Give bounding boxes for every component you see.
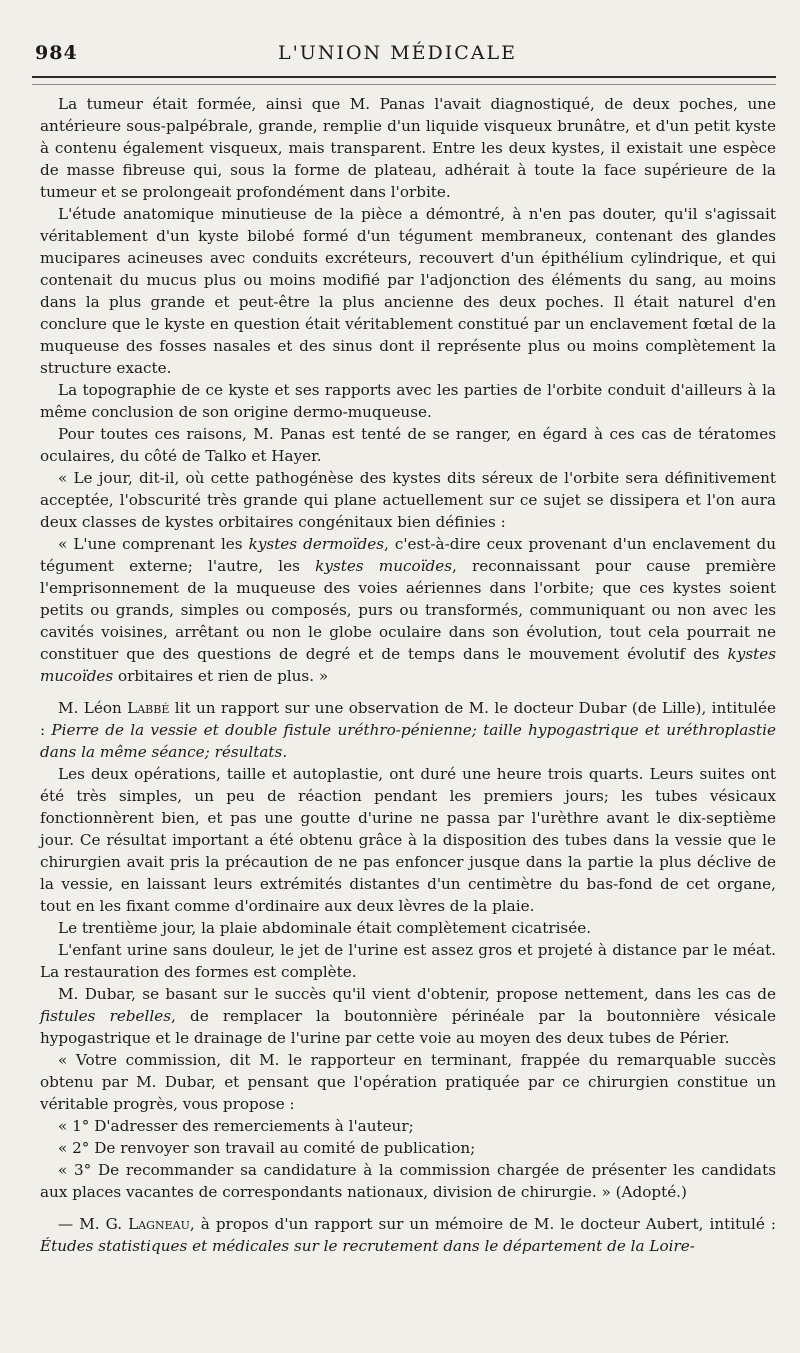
list-item: « 3° De recommander sa candidature à la commission chargée de présenter les candidats aux places vacantes de correspondants nationaux, division de chirurgie. » (Adopté.)	[40, 1161, 776, 1201]
article-body	[40, 93, 776, 1257]
list-item: « 2° De renvoyer son travail au comité de publication;	[58, 1139, 476, 1157]
page-number: 984	[35, 42, 78, 64]
paragraph: La tumeur était formée, ainsi que M. Panas l'avait diagnostiqué, de deux poches, une antérieure sous-palpébrale, grande, remplie d'un liquide visqueux brunâtre, et d'un petit kyste à contenu également visqueux, mais transparent. Entre les deux kystes, il existait une espèce de masse fibreuse qui, sous la forme de plateau, adhérait à toute la face supérieure de la tumeur et se prolongeait profondément dans l'orbite.	[40, 95, 776, 201]
quote-paragraph: « Le jour, dit-il, où cette pathogénèse des kystes dits séreux de l'orbite sera définitivement acceptée, l'obscurité très grande qui plane actuellement sur ce sujet se dissipera et l'on aura deux classes de kystes orbitaires congénitaux bien définies :	[40, 469, 776, 531]
paragraph: Le trentième jour, la plaie abdominale était complètement cicatrisée.	[58, 919, 592, 937]
list-item: « 1° D'adresser des remerciements à l'auteur;	[58, 1117, 414, 1135]
paragraph: La topographie de ce kyste et ses rapports avec les parties de l'orbite conduit d'ailleurs à la même conclusion de son origine dermo-muqueuse.	[40, 381, 776, 421]
author-name: Labbé	[127, 699, 170, 717]
emphasis: kystes dermoïdes	[248, 535, 384, 553]
page-header	[35, 42, 760, 72]
report-title: Études statistiques et médicales sur le recrutement dans le département de la Loire-	[40, 1237, 695, 1255]
quote-paragraph: « Votre commission, dit M. le rapporteur en terminant, frappée du remarquable succès obtenu par M. Dubar, et pensant que l'opération pratiquée par ce chirurgien constitue un véritable progrès, vous propose :	[40, 1051, 776, 1113]
report-title: Pierre de la vessie et double fistule uréthro-pénienne; taille hypogastrique et uréthroplastie dans la même séance; résultats.	[40, 721, 776, 761]
emphasis: kystes mucoïdes	[315, 557, 452, 575]
paragraph: M. Dubar, se basant sur le succès qu'il vient d'obtenir, propose nettement, dans les cas de fistules rebelles, de remplacer la boutonnière périnéale par la boutonnière vésicale hypogastrique et le drainage de l'urine par cette voie au moyen des deux tubes de Périer.	[40, 985, 776, 1047]
paragraph: Les deux opérations, taille et autoplastie, ont duré une heure trois quarts. Leurs suites ont été très simples, un peu de réaction pendant les premiers jours; les tubes vésicaux fonctionnèrent bien, et pas une goutte d'urine ne passa par l'urèthre avant le dix-septième jour. Ce résultat important a été obtenu grâce à la disposition des tubes dans la vessie que le chirurgien avait pris la précaution de ne pas enfoncer jusque dans la partie la plus déclive de la vessie, en laissant leurs extrémités distantes d'un centimètre du bas-fond de cet organe, tout en les fixant comme d'ordinaire aux deux lèvres de la plaie.	[40, 765, 776, 915]
quote-paragraph: « L'une comprenant les kystes dermoïdes, c'est-à-dire ceux provenant d'un enclavement du tégument externe; l'autre, les kystes mucoïdes, reconnaissant pour cause première l'emprisonnement de la muqueuse des voies aériennes dans l'orbite; que ces kystes soient petits ou grands, simples ou composés, purs ou transformés, communiquant ou non avec les cavités voisines, arrêtant ou non le globe oculaire dans son évolution, tout cela pourrait ne constituer que des questions de degré et de temps dans le mouvement évolutif des kystes mucoïdes orbitaires et rien de plus. »	[40, 535, 777, 685]
paragraph: L'enfant urine sans douleur, le jet de l'urine est assez gros et projeté à distance par le méat. La restauration des formes est complète.	[40, 941, 776, 981]
author-name: Lagneau	[128, 1215, 190, 1233]
paragraph: Pour toutes ces raisons, M. Panas est tenté de se ranger, en égard à ces cas de tératomes oculaires, du côté de Talko et Hayer.	[40, 425, 776, 465]
header-rule-thin	[32, 84, 776, 85]
paragraph: L'étude anatomique minutieuse de la pièce a démontré, à n'en pas douter, qu'il s'agissait véritablement d'un kyste bilobé formé d'un tégument membraneux, contenant des glandes mucipares acineuses avec conduits excréteurs, recouvert d'un épithélium cylindrique, et qui contenait du mucus plus ou moins modifié par l'adjonction des éléments du sang, au moins dans la plus grande et peut-être la plus ancienne des deux poches. Il était naturel d'en conclure que le kyste en question était véritablement constitué par un enclavement fœtal de la muqueuse des fosses nasales et des sinus dont il représente plus ou moins complètement la structure exacte.	[40, 205, 776, 377]
report-paragraph: M. Léon Labbé lit un rapport sur une observation de M. le docteur Dubar (de Lille), intitulée : Pierre de la vessie et double fistule uréthro-pénienne; taille hypogastrique et uréthroplastie dans la même séance; résultats.	[40, 699, 776, 761]
emphasis: fistules rebelles	[40, 1007, 172, 1025]
running-title: L'UNION MÉDICALE	[277, 42, 518, 64]
emphasis: kystes mucoïdes	[40, 645, 776, 685]
header-rule	[32, 76, 776, 78]
report-paragraph: — M. G. Lagneau, à propos d'un rapport sur un mémoire de M. le docteur Aubert, intitulé : Études statistiques et médicales sur le recrutement dans le département de la Loire-	[40, 1215, 777, 1255]
